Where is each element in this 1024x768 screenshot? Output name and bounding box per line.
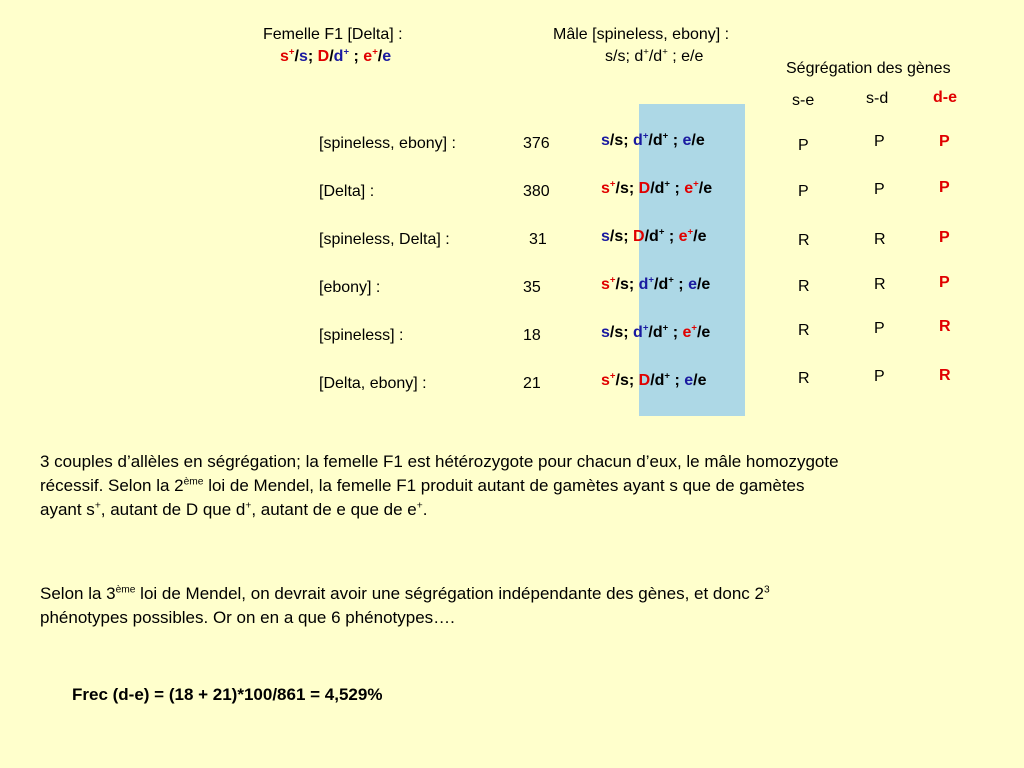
column-header-s-e: s-e [792, 92, 815, 109]
p2-line2: phénotypes possibles. Or on en a que 6 phénotypes…. [40, 608, 455, 627]
genotype-label: s/s; D/d+ ; e+/e [601, 226, 707, 245]
segregation-s-e: P [798, 137, 809, 154]
segregation-s-d: P [874, 133, 885, 150]
p1-line3: ayant s+, autant de D que d+, autant de e que de e+. [40, 500, 428, 519]
phenotype-label: [spineless] : [319, 327, 404, 344]
p1-line2: récessif. Selon la 2ème loi de Mendel, la femelle F1 produit autant de gamètes ayant s que de gamètes [40, 476, 805, 495]
genotype-label: s/s; d+/d+ ; e/e [601, 130, 705, 149]
female-title: Femelle F1 [Delta] : [263, 26, 403, 43]
segregation-d-e: P [939, 229, 950, 246]
phenotype-count: 380 [523, 183, 550, 200]
genotype-label: s+/s; D/d+ ; e/e [601, 370, 707, 389]
segregation-s-e: R [798, 322, 810, 339]
phenotype-label: [ebony] : [319, 279, 381, 296]
segregation-s-d: P [874, 368, 885, 385]
segregation-d-e: P [939, 179, 950, 196]
segregation-s-d: R [874, 276, 886, 293]
segregation-d-e: P [939, 133, 950, 150]
segregation-s-e: P [798, 183, 809, 200]
column-header-d-e: d-e [933, 89, 957, 106]
column-header-s-d: s-d [866, 90, 889, 107]
segregation-d-e: R [939, 318, 951, 335]
male-genotype: s/s; d+/d+ ; e/e [605, 46, 704, 65]
phenotype-label: [Delta, ebony] : [319, 375, 427, 392]
segregation-s-e: R [798, 278, 810, 295]
phenotype-count: 35 [523, 279, 541, 296]
female-genotype: s+/s; D/d+ ; e+/e [280, 46, 392, 65]
phenotype-label: [spineless, Delta] : [319, 231, 450, 248]
phenotype-count: 21 [523, 375, 541, 392]
phenotype-count: 376 [523, 135, 550, 152]
segregation-title: Ségrégation des gènes [786, 60, 951, 77]
genotype-label: s/s; d+/d+ ; e+/e [601, 322, 711, 341]
segregation-s-d: P [874, 181, 885, 198]
phenotype-label: [spineless, ebony] : [319, 135, 456, 152]
p1-line1: 3 couples d’allèles en ségrégation; la femelle F1 est hétérozygote pour chacun d’eux, le mâle homozygote [40, 452, 839, 471]
segregation-s-e: R [798, 232, 810, 249]
genotype-column-highlight [639, 104, 745, 416]
segregation-d-e: P [939, 274, 950, 291]
frequency-formula: Frec (d-e) = (18 + 21)*100/861 = 4,529% [72, 685, 383, 704]
paragraph-mendel-3 [40, 582, 1000, 630]
p2-line1: Selon la 3ème loi de Mendel, on devrait avoir une ségrégation indépendante des gènes, et donc $2^3$ [40, 584, 770, 603]
genotype-label: s+/s; d+/d+ ; e/e [601, 274, 711, 293]
phenotype-count: 18 [523, 327, 541, 344]
paragraph-mendel-2 [40, 450, 1000, 522]
segregation-s-d: P [874, 320, 885, 337]
genotype-label: s+/s; D/d+ ; e+/e [601, 178, 713, 197]
phenotype-count: 31 [529, 231, 547, 248]
segregation-s-e: R [798, 370, 810, 387]
segregation-s-d: R [874, 231, 886, 248]
phenotype-label: [Delta] : [319, 183, 375, 200]
segregation-d-e: R [939, 367, 951, 384]
male-title: Mâle [spineless, ebony] : [553, 26, 730, 43]
